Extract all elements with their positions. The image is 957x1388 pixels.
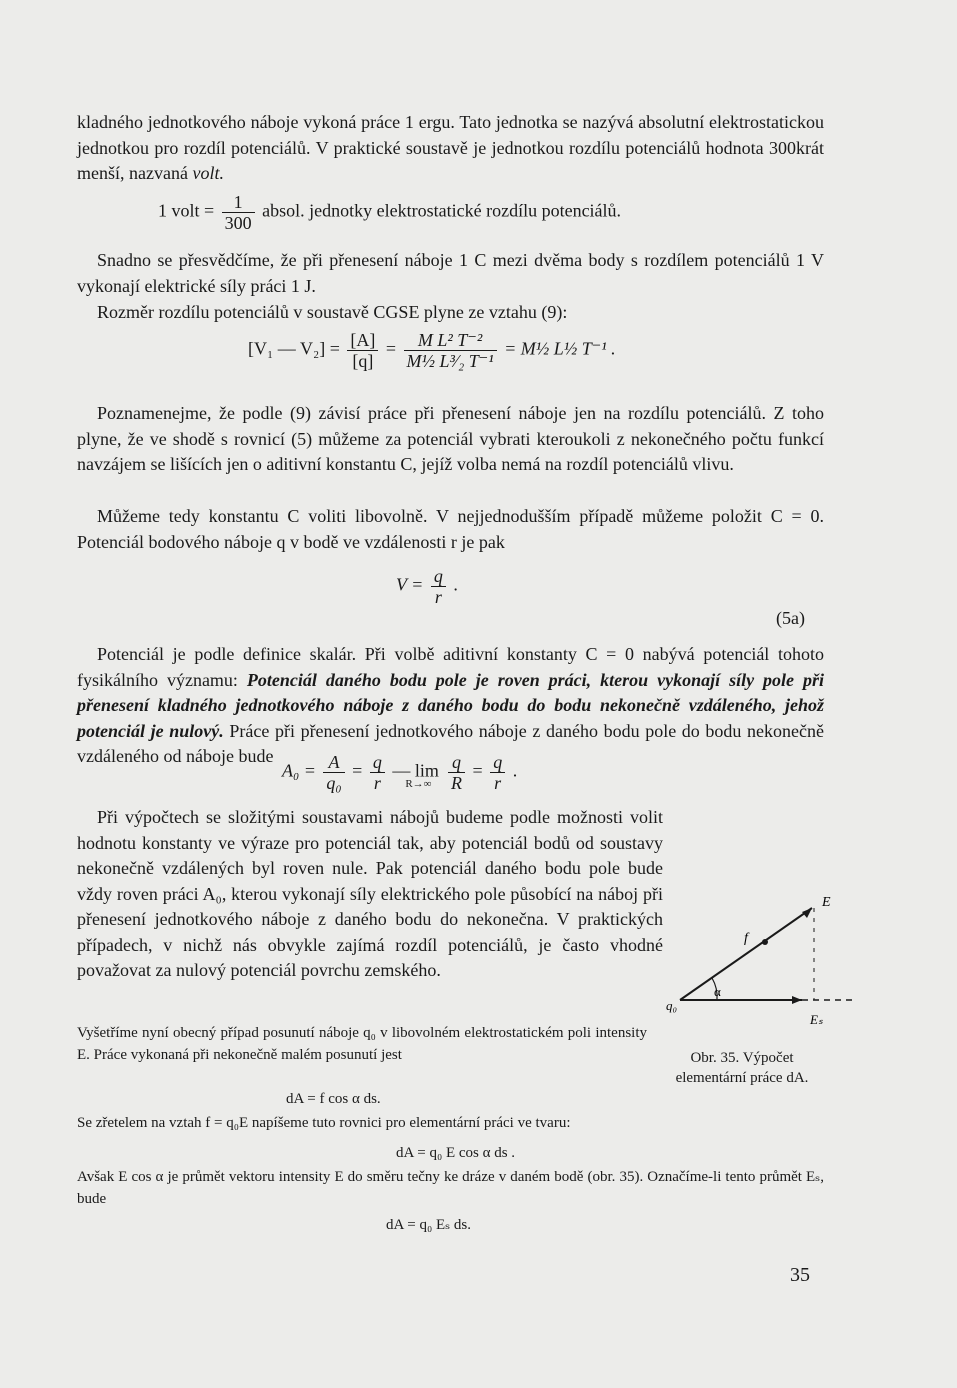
page-number: 35 xyxy=(790,1264,810,1286)
small-paragraph-3: Avšak E cos α je průmět vektoru intensity E do směru tečny ke dráze v daném bodě (obr. 35). Označíme-li tento průmět Eₛ, bude xyxy=(77,1169,824,1207)
paragraph-7: Při výpočtech se složitými soustavami nábojů budeme podle možnosti volit hodnotu konstanty ve výraze pro potenciál tak, aby potenciál bodů od soustavy nekonečně vzdálených byl roven nule. Pak potenciál daného bodu pole bude vždy roven práci A₀, kterou vykonají síly elektrického pole působící na náboj při přenesení jednotkového náboje z daného bodu do nekonečna. V praktických případech, v nichž nás obvykle zajímá rozdíl potenciálů, je často vhodné považovat za nulový potenciál povrchu zemského. xyxy=(77,807,663,980)
equation-label: (5a) xyxy=(776,608,805,628)
label-e: E xyxy=(822,895,831,910)
label-f: f xyxy=(744,931,748,946)
small-paragraph-1: Vyšetříme nyní obecný případ posunutí náboje q₀ v libovolném elektrostatickém poli intensity E. Práce vykonaná při nekonečně malém posunutí jest xyxy=(77,1025,647,1063)
equation-volt: 1 volt = $\frac{1}{300}$ absol. jednotky elektrostatické rozdílu potenciálů. xyxy=(158,192,622,233)
vector-e-line xyxy=(680,908,812,1000)
vector-e-arrowhead xyxy=(802,908,812,918)
paragraph-5: Můžeme tedy konstantu C voliti libovolně. V nejjednodušším případě můžeme položit C = 0. Potenciál bodového náboje q v bodě ve vzdálenosti r je pak xyxy=(77,506,824,552)
label-alpha: α xyxy=(714,984,721,999)
paragraph-1: kladného jednotkového náboje vykoná práce 1 ergu. Tato jednotka se nazývá absolutní elektrostatickou jednotkou pro rozdíl potenciálů. V praktické soustavě je jednotkou rozdílu potenciálů hodnota 300krát menší, nazvaná volt. xyxy=(77,112,824,183)
figure-caption: Obr. 35. Výpočet elementární práce dA. xyxy=(675,1050,809,1086)
label-es: Eₛ xyxy=(810,1012,823,1027)
small-equation-1: dA = f cos α ds. xyxy=(286,1091,381,1107)
displacement-arrowhead xyxy=(792,996,802,1004)
equation-work: A₀ = $\frac{A}{\text{q₀}}$ = $\frac{q}{r}$ — lim $_{R\to\infty}$ $\frac{q}{R}$ = $\frac{q}{r}$ . xyxy=(282,752,518,793)
label-q0: q₀ xyxy=(666,998,678,1013)
paragraph-4: Poznamenejme, že podle (9) závisí práce při přenesení náboje jen na rozdílu potenciálů. Z toho plyne, že ve shodě s rovnicí (5) můžeme za potenciál vybrati kteroukoli z nekonečného počtu funkcí navzájem se lišících jen o aditivní konstantu C, jejíž volba nemá na rozdíl potenciálů vlivu. xyxy=(77,403,824,474)
paragraph-6: Potenciál je podle definice skalár. Při volbě aditivní konstanty C = 0 nabývá potenciál tohoto fysikálního významu: Potenciál daného bodu pole je roven práci, kterou vykonají síly pole při přenesení kladného jednotkového náboje z daného bodu do bodu nekonečně vzdáleného, jehož potenciál je nulový. Práce při přenesení jednotkového náboje z daného bodu pole do bodu nekonečně vzdáleného od náboje bude xyxy=(77,644,825,766)
small-equation-2: dA = q₀ E cos α ds . xyxy=(396,1145,516,1161)
equation-dimension: [V₁ — V₂] = $\frac{[A]}{[q]}$ = $\frac{\text{M L² T⁻²}}{\text{M½ L³⁄₂ T⁻¹}}$ = M½ L½ T⁻¹ . xyxy=(248,330,616,371)
paragraph-3: Rozměr rozdílu potenciálů v soustavě CGSE plyne ze vztahu (9): xyxy=(97,302,568,322)
small-equation-3: dA = q₀ Eₛ ds. xyxy=(386,1217,471,1233)
figure-35 xyxy=(662,890,857,1040)
paragraph-2: Snadno se přesvědčíme, že při přenesení náboje 1 C mezi dvěma body s rozdílem potenciálů 1 V vykonají elektrické síly práci 1 J. xyxy=(77,250,824,296)
equation-5a: V = $\frac{q}{r}$ . xyxy=(396,566,458,607)
vector-f-dot xyxy=(762,939,768,945)
small-paragraph-2: Se zřetelem na vztah f = q₀E napíšeme tuto rovnici pro elementární práci ve tvaru: xyxy=(77,1115,571,1131)
